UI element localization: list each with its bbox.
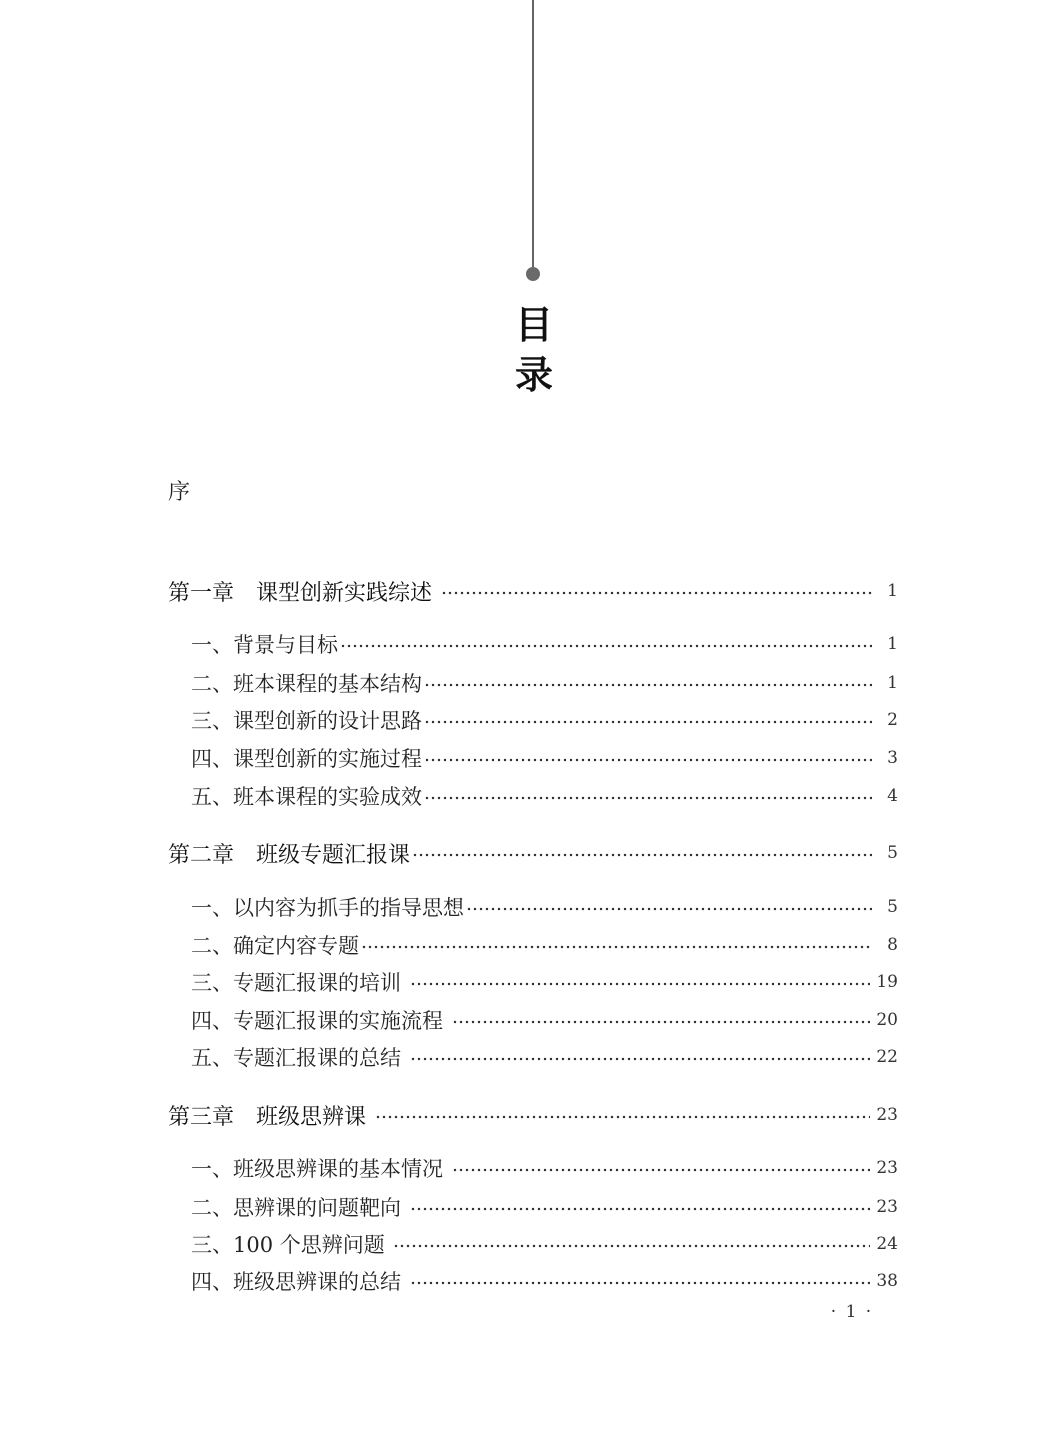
dot-leader: [410, 967, 871, 997]
toc-entry-text: 第三章 班级思辨课: [168, 1104, 373, 1130]
toc-entry-text: 二、思辨课的问题靶向: [191, 1196, 408, 1220]
toc-entry-text: 第一章 课型创新实践综述: [168, 580, 439, 606]
toc-entry-chapter-2[interactable]: [168, 838, 898, 868]
dot-leader: [361, 930, 872, 960]
toc-entry-text: 四、专题汇报课的实施流程: [191, 1009, 450, 1033]
toc-entry-section[interactable]: [191, 967, 898, 997]
toc-entry-chapter-1[interactable]: [168, 576, 898, 606]
toc-entry-section[interactable]: [191, 781, 898, 811]
dot-leader: [424, 743, 872, 773]
dot-leader: [466, 892, 872, 922]
toc-entry-page: 38: [876, 1271, 898, 1291]
toc-entry-page: 20: [876, 1010, 898, 1030]
toc-title: [489, 300, 579, 400]
toc-entry-page: 1: [887, 673, 898, 693]
dot-leader: [441, 576, 872, 606]
toc-entry-page: 8: [887, 935, 898, 955]
toc-entry-section[interactable]: [191, 705, 898, 735]
decorative-vertical-line: [532, 0, 534, 272]
toc-entry-text: 第二章 班级专题汇报课: [168, 842, 411, 868]
toc-entry-section[interactable]: [191, 1266, 898, 1296]
dot-leader: [375, 1100, 870, 1130]
toc-title-char-1: 目: [514, 303, 553, 347]
toc-entry-text: 二、确定内容专题: [191, 934, 359, 958]
dot-leader: [424, 705, 872, 735]
dot-leader: [393, 1229, 870, 1259]
toc-entry-section[interactable]: [191, 668, 898, 698]
toc-entry-section[interactable]: [191, 629, 898, 659]
dot-leader: [410, 1266, 871, 1296]
toc-entry-page: 23: [876, 1158, 898, 1178]
decorative-dot: [526, 267, 540, 281]
toc-entry-page: 5: [887, 843, 898, 863]
toc-entry-section[interactable]: [191, 892, 898, 922]
toc-entry-section[interactable]: [191, 1042, 898, 1072]
dot-leader: [424, 781, 872, 811]
toc-entry-section[interactable]: [191, 743, 898, 773]
toc-entry-page: 23: [876, 1197, 898, 1217]
toc-entry-text: 一、背景与目标: [191, 633, 338, 657]
dot-leader: [452, 1153, 871, 1183]
toc-entry-text: 五、专题汇报课的总结: [191, 1046, 408, 1070]
toc-entry-text: 三、100 个思辨问题: [191, 1233, 392, 1257]
toc-entry-text: 四、班级思辨课的总结: [191, 1270, 408, 1294]
toc-entry-section[interactable]: [191, 1005, 898, 1035]
toc-entry-page: 3: [887, 748, 898, 768]
toc-entry-page: 4: [887, 786, 898, 806]
dot-leader: [340, 629, 872, 659]
toc-entry-chapter-3[interactable]: [168, 1100, 898, 1130]
toc-entry-section[interactable]: [191, 1229, 898, 1259]
dot-leader: [410, 1042, 871, 1072]
page-number: · 1 ·: [830, 1302, 874, 1322]
toc-entry-text: 五、班本课程的实验成效: [191, 785, 422, 809]
dot-leader: [412, 838, 872, 868]
toc-entry-page: 19: [876, 972, 898, 992]
toc-entry-text: 三、专题汇报课的培训: [191, 971, 408, 995]
toc-entry-text: 一、以内容为抓手的指导思想: [191, 896, 464, 920]
toc-entry-text: 三、课型创新的设计思路: [191, 709, 422, 733]
toc-entry-section[interactable]: [191, 1192, 898, 1222]
toc-entry-section[interactable]: [191, 930, 898, 960]
toc-entry-page: 23: [876, 1105, 898, 1125]
toc-entry-page: 22: [876, 1047, 898, 1067]
toc-entry-page: 1: [887, 634, 898, 654]
dot-leader: [452, 1005, 871, 1035]
toc-entry-text: 四、课型创新的实施过程: [191, 747, 422, 771]
dot-leader: [424, 668, 872, 698]
toc-entry-page: 1: [887, 581, 898, 601]
dot-leader: [410, 1192, 871, 1222]
toc-entry-preface[interactable]: 序: [168, 480, 191, 505]
toc-entry-text: 二、班本课程的基本结构: [191, 672, 422, 696]
toc-title-char-2: 录: [514, 353, 553, 397]
toc-entry-page: 2: [887, 710, 898, 730]
toc-entry-page: 5: [887, 897, 898, 917]
toc-entry-section[interactable]: [191, 1153, 898, 1183]
toc-entry-text: 一、班级思辨课的基本情况: [191, 1157, 450, 1181]
toc-entry-page: 24: [876, 1234, 898, 1254]
